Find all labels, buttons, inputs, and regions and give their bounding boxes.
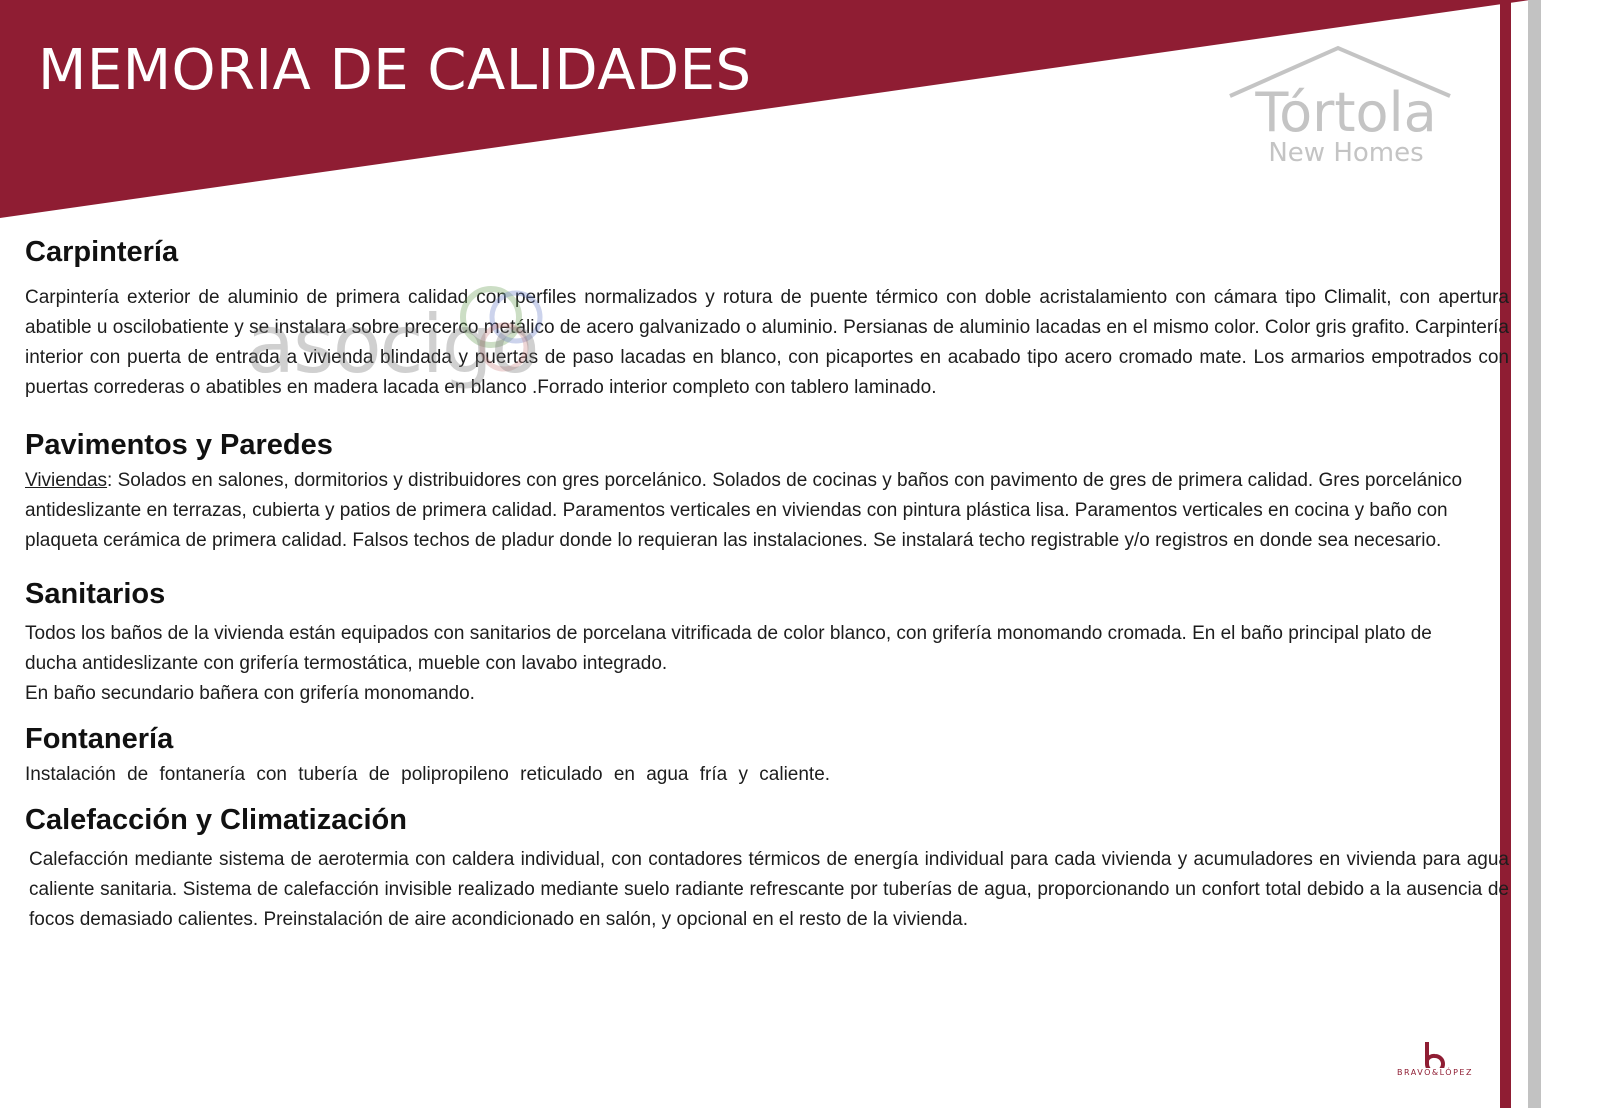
section-paragraph: Instalación de fontanería con tubería de polipropileno reticulado en agua fría y caliente.: [25, 764, 831, 785]
section-paragraph: Todos los baños de la vivienda están equipados con sanitarios de porcelana vitrificada de color blanco, con grifería monomando cromada. En el baño principal plato de ducha antideslizante con grifería termostática, mueble con lavabo integrado.: [25, 623, 1432, 674]
bravo-lopez-logo: [1385, 1040, 1485, 1090]
grey-side-rule: [1528, 0, 1541, 1108]
viviendas-colon: :: [107, 470, 113, 491]
section-title: Carpintería: [25, 236, 179, 268]
paragraph-text: Solados en salones, dormitorios y distribuidores con gres porcelánico. Solados de cocinas y baños con pavimento de gres de primera calidad. Gres porcelánico antideslizante en terrazas, cubierta y patios de primera calidad. Paramentos verticales en viviendas con pintura plástica lisa. Paramentos verticales en cocina y baño con plaqueta cerámica de primera calidad. Falsos techos de pladur donde lo requieran las instalaciones. Se instalará techo registrable y/o registros en donde sea necesario.: [25, 470, 1463, 551]
section-paragraph: En baño secundario bañera con grifería monomando.: [25, 683, 475, 704]
logo-tagline: New Homes: [1268, 138, 1424, 168]
section-paragraph: [25, 466, 1465, 556]
asocigo-watermark: [246, 285, 576, 405]
watermark-text: asocigo: [246, 298, 538, 391]
viviendas-label: Viviendas: [25, 470, 108, 491]
section-title: Sanitarios: [25, 578, 166, 610]
section-fontaneria: [25, 723, 1509, 790]
section-paragraph: Calefacción mediante sistema de aerotermia con caldera individual, con contadores térmicos de energía individual para cada vivienda y acumuladores en vivienda para agua caliente sanitaria. Sistema de calefacción invisible realizado mediante suelo radiante refrescante por tuberías de agua, proporcionando un confort total debido a la ausencia de focos demasiado calientes. Preinstalación de aire acondicionado en salón, y opcional en el resto de la vivienda.: [29, 849, 1509, 930]
section-sanitarios: [25, 578, 1509, 709]
section-title: Pavimentos y Paredes: [25, 429, 333, 461]
section-paragraph: Carpintería exterior de aluminio de primera calidad con perfiles normalizados y rotura de puente térmico con doble acristalamiento con cámara tipo Climalit, con apertura abatible u oscilobatiente y se instalara sobre precerco metálico de acero galvanizado o aluminio. Persianas de aluminio lacadas en el mismo color. Color gris grafito. Carpintería interior con puerta de entrada a vivienda blindada y puertas de paso lacadas en blanco, con picaportes en acabado tipo acero cromado mate. Los armarios empotrados con puertas correderas o abatibles en madera lacada en blanco .Forrado interior completo con tablero laminado.: [25, 287, 1509, 398]
tortola-logo: [1224, 44, 1464, 179]
section-pavimentos-paredes: [25, 429, 1509, 556]
footer-logo-text: BRAVO&LÓPEZ: [1397, 1068, 1473, 1077]
section-title: Fontanería: [25, 723, 174, 755]
section-title: Calefacción y Climatización: [25, 804, 407, 836]
page-title: MEMORIA DE CALIDADES: [38, 38, 752, 103]
b-mark-icon: [1385, 1040, 1485, 1068]
section-calefaccion-climatizacion: [25, 804, 1509, 935]
logo-name: Tórtola: [1255, 81, 1437, 144]
